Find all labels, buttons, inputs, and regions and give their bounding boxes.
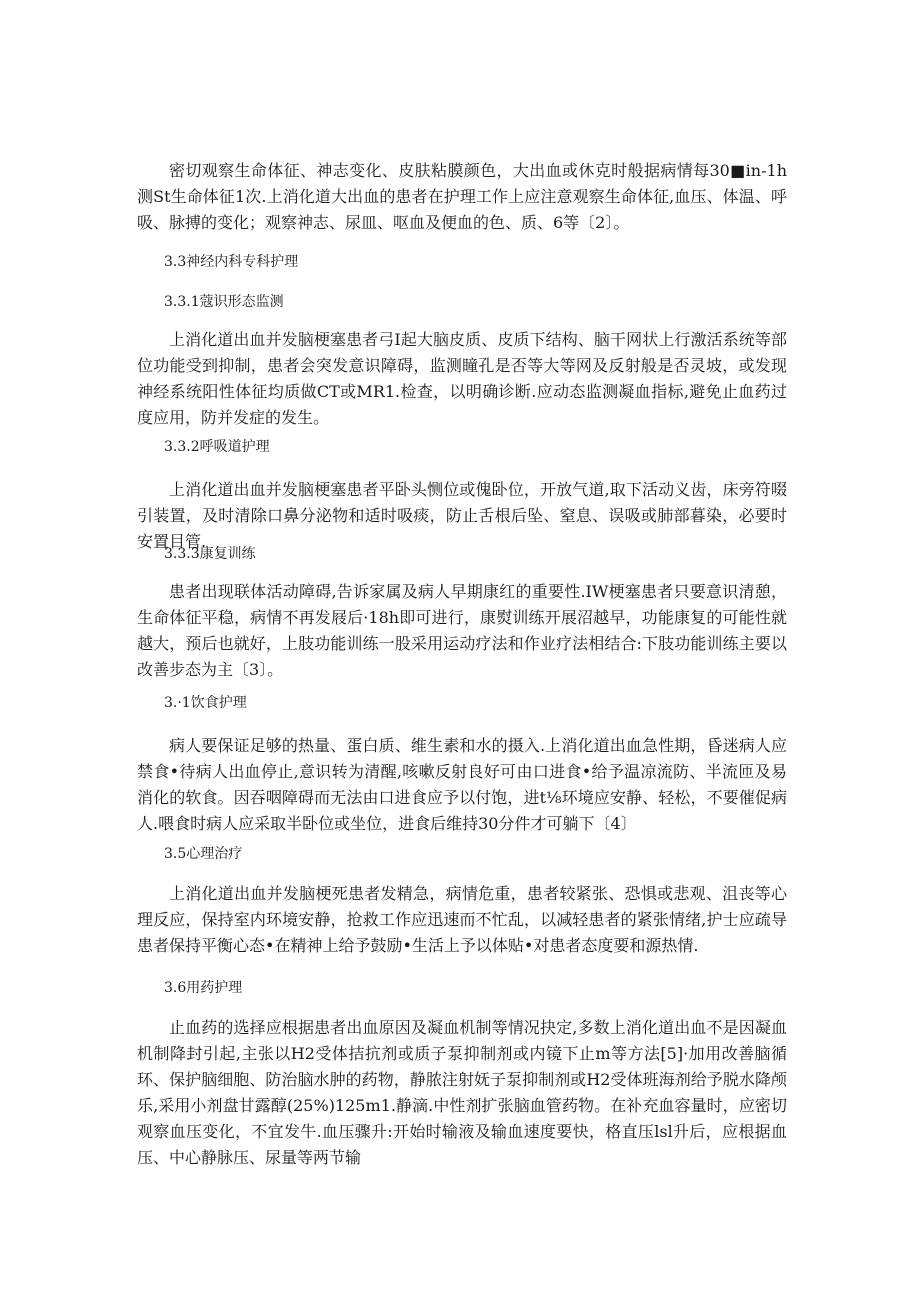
heading-rehabilitation: 3.3.3康复训练 bbox=[164, 546, 256, 562]
paragraph-vital-signs: 密切观察生命体征、神志变化、皮肤粘膜颜色，大出血或休克时般据病情每30■in-1h测St生命体征1次.上消化道大出血的患者在护理工作上应注意观察生命体征,血压、体温、呼吸、脉搏的变化；观察神志、尿皿、呕血及便血的色、质、6等〔2〕。 bbox=[137, 161, 787, 232]
heading-neuro-nursing: 3.3神经内科专科护理 bbox=[164, 254, 299, 270]
heading-diet-care: 3.·1饮食护理 bbox=[164, 695, 247, 711]
heading-psychological-care: 3.5心理治疗 bbox=[164, 846, 243, 862]
paragraph-diet-care: 病人要保证足够的热量、蛋白质、维生素和水的摄入.上消化道出血急性期，昏迷病人应禁食•待病人出血停止,意识转为清醒,咳嗽反射良好可由口进食•给予温凉流防、半流匝及易消化的软食。因吞咽障碍而无法由口进食应予以付饱，进t⅛环境应安静、轻松，不要催促病人.喂食时病人应采取半卧位或坐位，进食后维持30分件才可躺下〔4〕 bbox=[137, 736, 787, 833]
paragraph-consciousness-monitoring: 上消化道出血并发脑梗塞患者弓I起大脑皮质、皮质下结构、脑干网状上行激活系统等部位功能受到抑制，患者会突发意识障碍，监测瞳孔是否等大等网及反射般是否灵坡，或发现神经系统阳性体征均质做CT或MR1.检查，以明确诊断.应动态监测凝血指标,避免止血药过度应用，防并发症的发生。 bbox=[137, 330, 787, 427]
heading-airway-care: 3.3.2呼吸道护理 bbox=[164, 439, 270, 455]
heading-medication-care: 3.6用药护理 bbox=[164, 980, 243, 996]
paragraph-medication-care: 止血药的选择应根据患者出血原因及凝血机制等情况抉定,多数上消化道出血不是因凝血机制降封引起,主张以H2受体拮抗剂或质子泵抑制剂或内镜下止m等方法[5]·加用改善脑循环、保护脑细胞、防治脑水肿的药物，静脓注射妩子泵抑制剂或H2受体班海剂给予脱水降颅乐,采用小剂盘甘露醇(25%)125m1.静滴.中性剂扩张脑血管药物。在补充血容量时，应密切观察血压变化，不宜发牛.血压骤升:开始时输液及输血速度要快，格直压lsl升后，应根据血压、中心静脉压、尿量等两节输 bbox=[137, 1018, 787, 1167]
paragraph-airway-care: 上消化道出血并发脑梗塞患者平卧头恻位或傀卧位，开放气道,取下活动义齿，床旁符啜引装置，及时清除口鼻分泌物和适时吸痰，防止舌根后坠、窒息、误吸或肺部暮染，必要时安置目管. bbox=[137, 480, 787, 551]
paragraph-rehabilitation: 患者出现联体活动障碍,告诉家属及病人早期康红的重要性.IW梗塞患者只要意识清憩，生命体征平稳，病情不再发屐后·18h即可进行，康熨训练开展沼越早，功能康复的可能性就越大，预后也就好，上肢功能训练一股采用运动疗法和作业疗法相结合:下肢功能训练主要以改善步态为主〔3〕。 bbox=[137, 582, 787, 679]
paragraph-psychological-care: 上消化道出血并发脑梗死患者发精急，病情危重，患者较紧张、恐惧或悲观、沮丧等心理反应，保持室内环境安静，抢救工作应迅速而不忙乱，以减轻患者的紧张情绪,护士应疏导患者保持平衡心态•在精神上给予鼓励•生活上予以体贴•对患者态度要和源热情. bbox=[137, 884, 787, 955]
heading-consciousness-monitoring: 3.3.1蔻识形态监测 bbox=[164, 294, 284, 310]
